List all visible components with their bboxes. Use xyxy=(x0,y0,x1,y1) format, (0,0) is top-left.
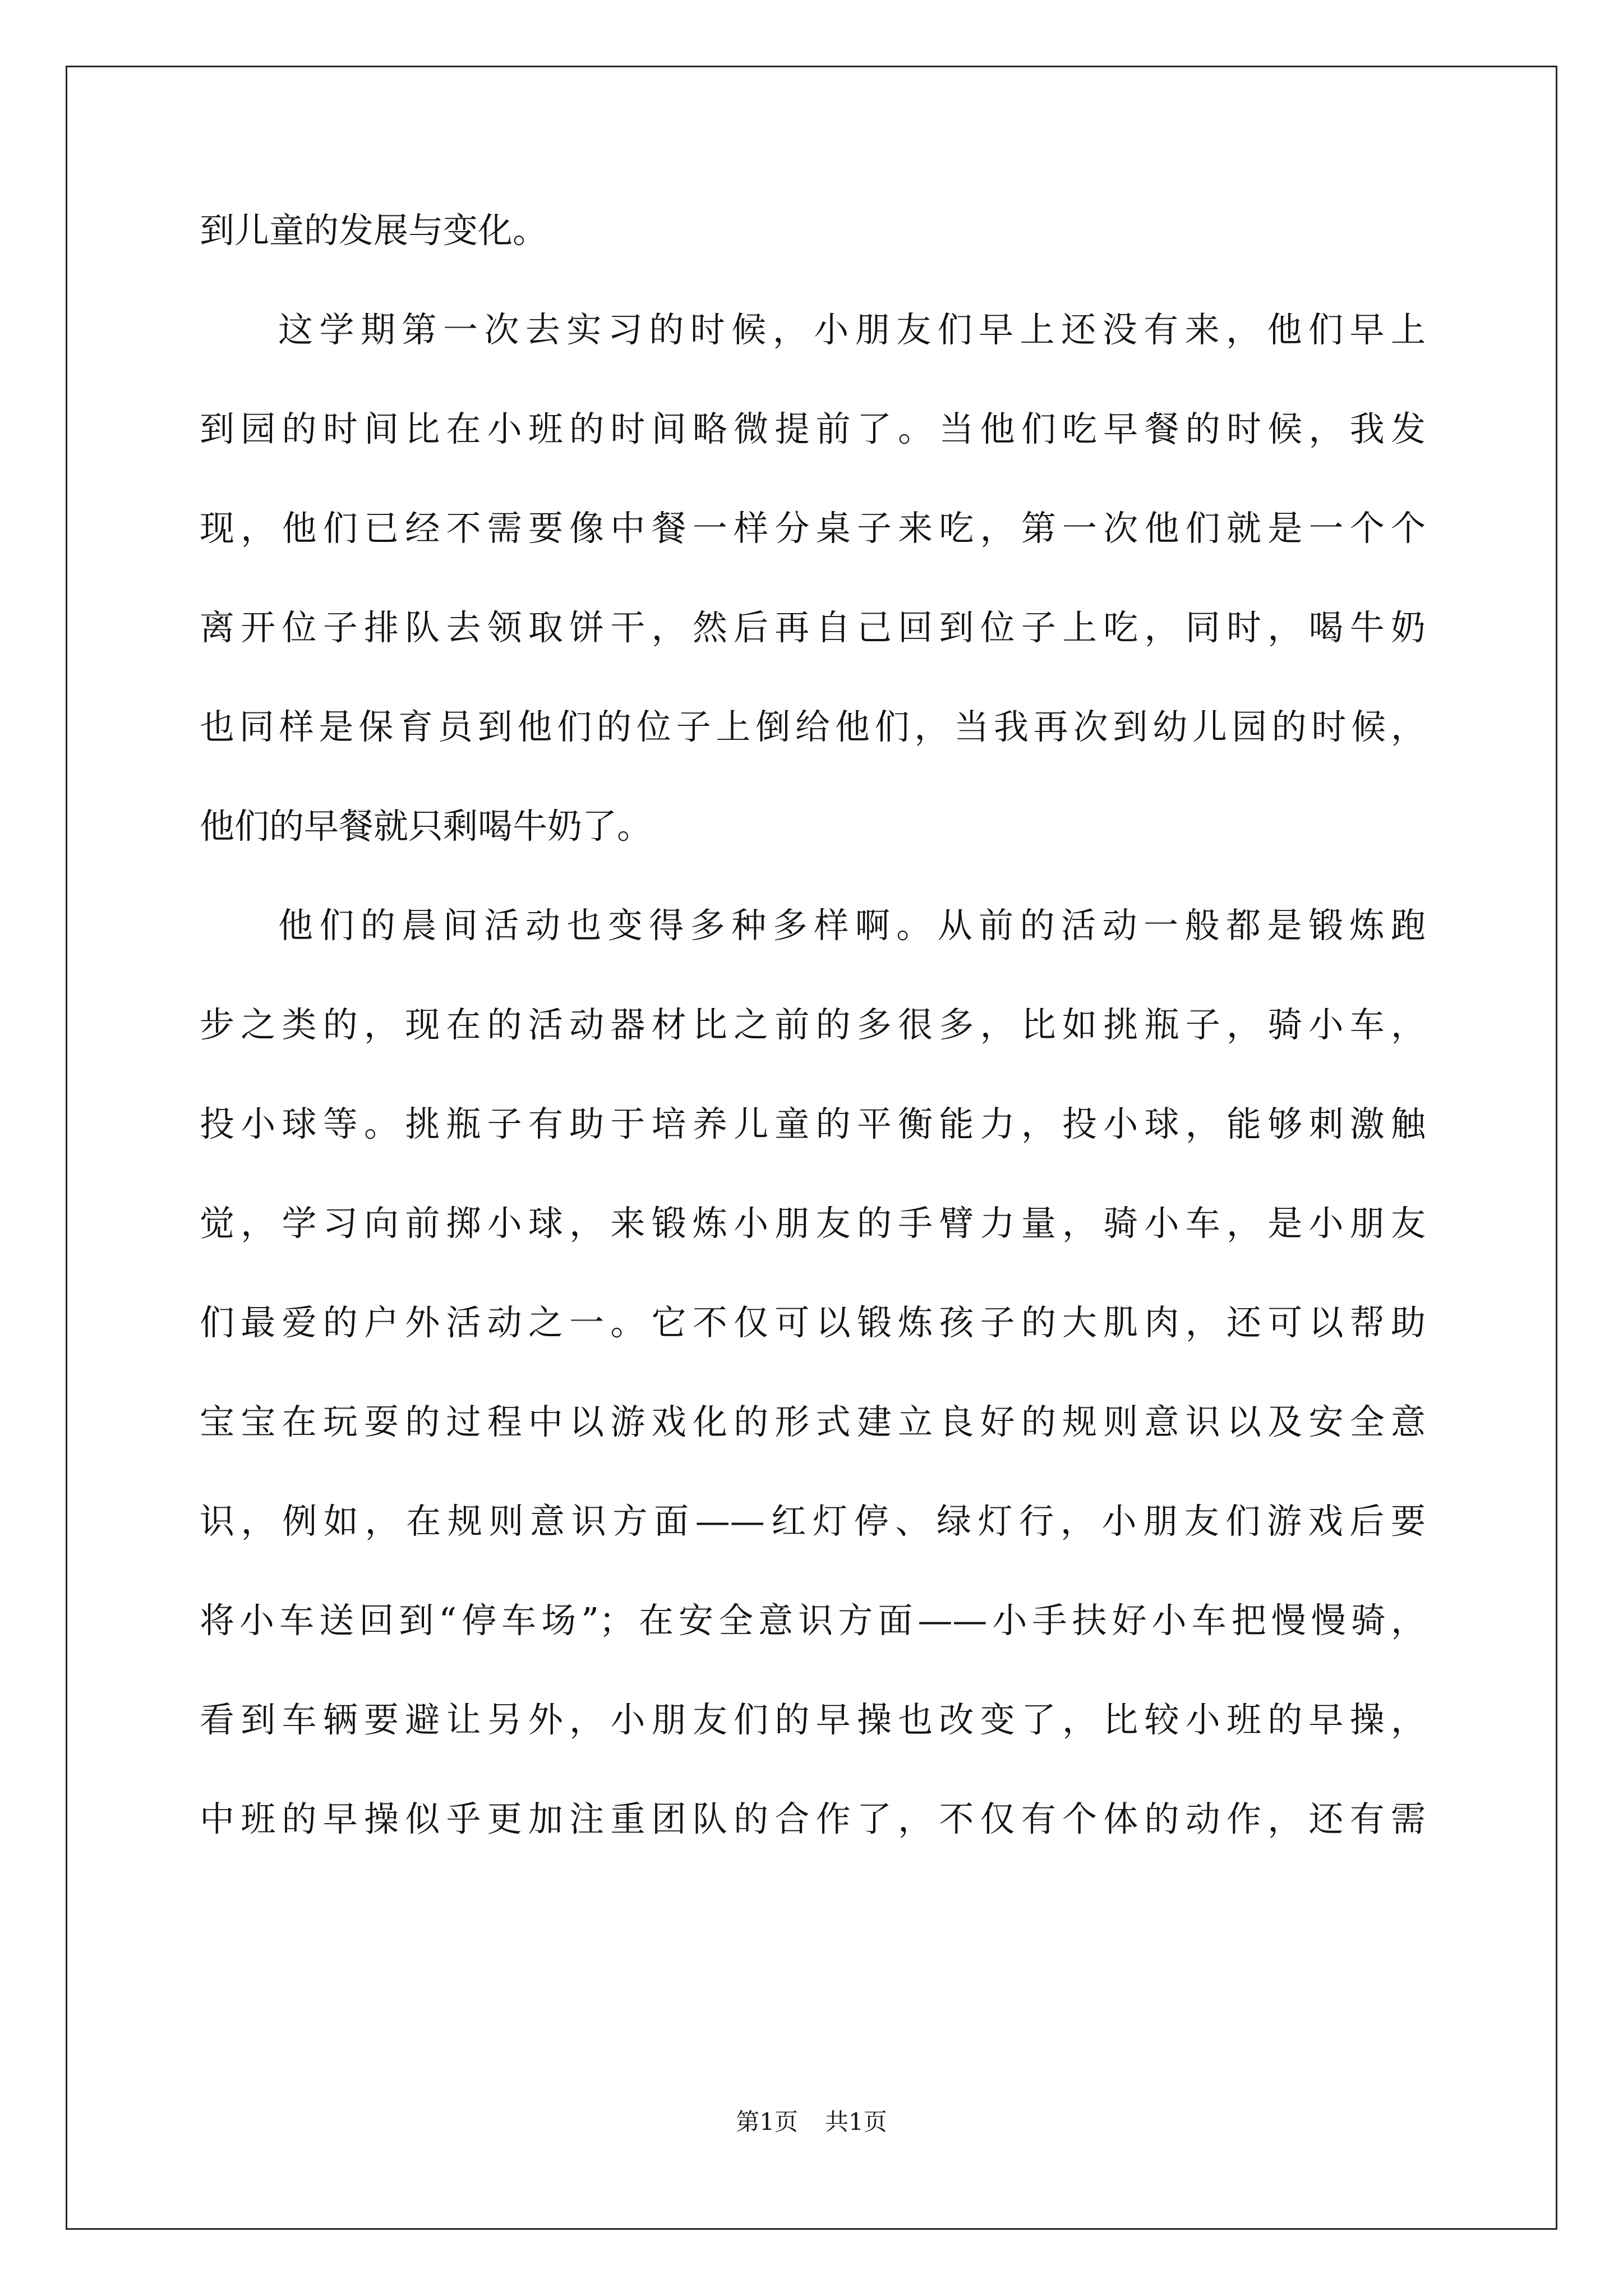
text-line: 投小球等。挑瓶子有助于培养儿童的平衡能力，投小球，能够刺激触 xyxy=(200,1103,1426,1144)
text-line: 现，他们已经不需要像中餐一样分桌子来吃，第一次他们就是一个个 xyxy=(200,508,1426,549)
text-line: 们最爱的户外活动之一。它不仅可以锻炼孩子的大肌肉，还可以帮助 xyxy=(200,1302,1426,1343)
text-line: 宝宝在玩耍的过程中以游戏化的形式建立良好的规则意识以及安全意 xyxy=(200,1401,1426,1442)
document-body xyxy=(200,210,1426,1901)
page-footer xyxy=(0,2110,1623,2134)
text-line: 看到车辆要避让另外，小朋友们的早操也改变了，比较小班的早操， xyxy=(200,1699,1426,1740)
page-total: 共1页 xyxy=(825,2108,887,2136)
text-line: 步之类的，现在的活动器材比之前的多很多，比如挑瓶子，骑小车， xyxy=(200,1004,1426,1045)
text-line: 觉，学习向前掷小球，来锻炼小朋友的手臂力量，骑小车，是小朋友 xyxy=(200,1203,1426,1244)
text-line: 到儿童的发展与变化。 xyxy=(200,210,548,251)
text-line: 这学期第一次去实习的时候，小朋友们早上还没有来，他们早上 xyxy=(278,309,1426,350)
text-line: 也同样是保育员到他们的位子上倒给他们，当我再次到幼儿园的时候， xyxy=(200,706,1426,747)
text-line: 他们的晨间活动也变得多种多样啊。从前的活动一般都是锻炼跑 xyxy=(278,905,1426,946)
page-number: 第1页 xyxy=(736,2108,798,2136)
text-line: 到园的时间比在小班的时间略微提前了。当他们吃早餐的时候，我发 xyxy=(200,408,1426,449)
text-line: 他们的早餐就只剩喝牛奶了。 xyxy=(200,806,652,846)
text-line: 将小车送回到“停车场”；在安全意识方面——小手扶好小车把慢慢骑， xyxy=(200,1600,1426,1641)
text-line: 识，例如，在规则意识方面——红灯停、绿灯行，小朋友们游戏后要 xyxy=(200,1501,1426,1542)
text-line: 中班的早操似乎更加注重团队的合作了，不仅有个体的动作，还有需 xyxy=(200,1798,1426,1839)
text-line: 离开位子排队去领取饼干，然后再自己回到位子上吃，同时，喝牛奶 xyxy=(200,607,1426,648)
